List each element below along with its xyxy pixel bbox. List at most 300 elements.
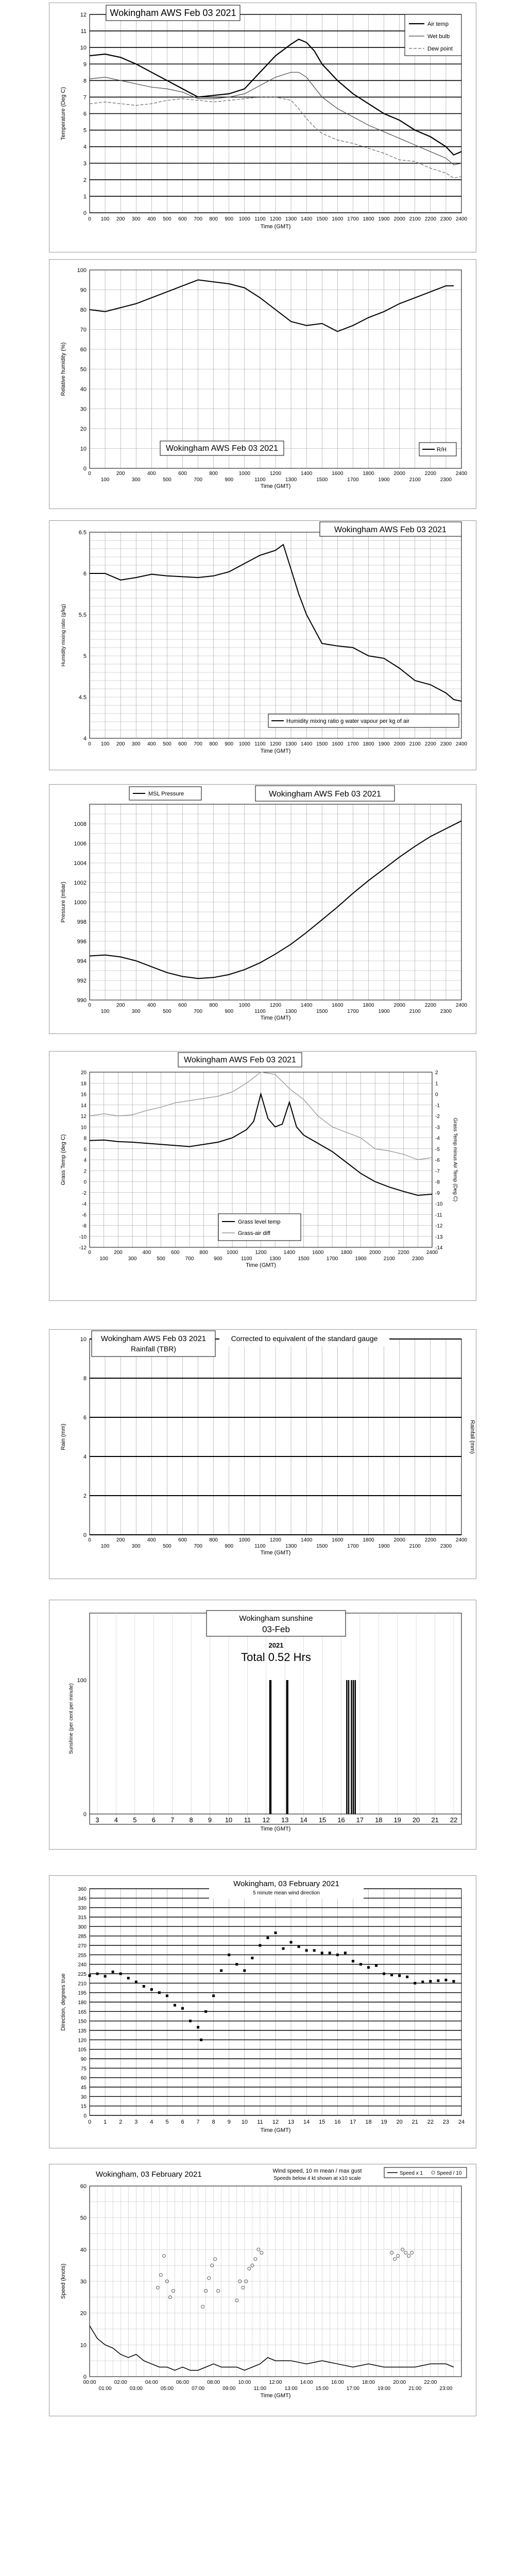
direction-point (135, 1980, 138, 1983)
x-tick-label: 2100 (383, 1256, 395, 1262)
speed-div10-point (393, 2258, 397, 2261)
x-tick-label: 2400 (426, 1250, 438, 1256)
x-tick-label: 100 (100, 1544, 110, 1549)
y-tick-label: 150 (78, 2019, 87, 2025)
x-tick-label: 1400 (301, 741, 313, 747)
x-tick-label: 10 (225, 1816, 233, 1824)
y-tick-label: 100 (77, 267, 87, 274)
direction-point (383, 1973, 385, 1975)
speed-div10-point (407, 2255, 410, 2258)
x-tick-label: 24 (458, 2119, 465, 2125)
chart-title: Wokingham AWS Feb 03 2021 (166, 444, 278, 453)
x-tick-label: 300 (131, 477, 141, 483)
x-tick-label: 2100 (409, 1009, 421, 1014)
direction-point (119, 1973, 122, 1975)
direction-point (200, 2039, 202, 2041)
x-tick-label: 2 (119, 2119, 123, 2125)
y-axis-label: Direction, degrees true (60, 1973, 66, 2031)
legend-box (218, 1214, 301, 1241)
x-tick-label: 7 (170, 1816, 175, 1824)
y-axis-label-right: Rainfall (mm) (469, 1420, 475, 1454)
y-tick-label: 8 (83, 1376, 87, 1382)
x-tick-label: 1800 (363, 741, 374, 747)
y-tick-label-right: -3 (435, 1125, 440, 1131)
x-tick-label: 1400 (301, 471, 313, 477)
x-tick-label: 12:00 (269, 2380, 282, 2385)
legend-label: MSL Pressure (148, 791, 184, 797)
x-tick-label: 2400 (455, 216, 468, 222)
y-tick-label-right: -14 (435, 1245, 443, 1251)
direction-point (321, 1952, 323, 1954)
x-tick-label: 20 (396, 2119, 403, 2125)
y-tick-label: 40 (80, 386, 87, 393)
y-tick-label: 60 (80, 2183, 87, 2190)
direction-point (344, 1952, 347, 1954)
x-tick-label: 2000 (393, 471, 405, 477)
chart-title: Wokingham AWS Feb 03 2021 (184, 1056, 296, 1064)
x-tick-label: 16 (337, 1816, 345, 1824)
x-tick-label: 17 (350, 2119, 356, 2125)
y-tick-label: 12 (80, 1114, 87, 1120)
x-tick-label: 1800 (340, 1250, 352, 1256)
x-tick-label: 1800 (363, 471, 374, 477)
y-tick-label: 50 (80, 2215, 87, 2222)
x-tick-label: 2100 (409, 477, 421, 483)
x-tick-label: 900 (214, 1256, 222, 1262)
x-axis-label: Time (GMT) (260, 483, 291, 489)
x-tick-label: 1900 (378, 741, 390, 747)
x-tick-label: 300 (131, 1009, 141, 1014)
x-tick-label: 700 (194, 477, 202, 483)
y-tick-label: 360 (78, 1887, 87, 1892)
x-axis-label: Time (GMT) (260, 1015, 291, 1021)
x-tick-label: 19:00 (377, 2386, 391, 2392)
chart-title: Wokingham, 03 February 2021 (96, 2170, 202, 2179)
y-tick-label-right: -5 (435, 1146, 440, 1153)
y-tick-label: 1002 (74, 880, 87, 886)
y-tick-label: 990 (77, 997, 87, 1004)
legend-label: Wet bulb (427, 33, 450, 40)
y-tick-label: 3 (83, 160, 87, 167)
x-tick-label: 900 (225, 1009, 234, 1014)
x-tick-label: 1900 (355, 1256, 367, 1262)
x-tick-label: 16 (334, 2119, 341, 2125)
x-tick-label: 1800 (363, 1537, 374, 1543)
y-tick-label: 105 (78, 2047, 87, 2053)
x-tick-label: 1900 (378, 1009, 390, 1014)
direction-point (352, 1960, 354, 1962)
chart-note: Corrected to equivalent of the standard gauge (231, 1334, 378, 1343)
speed-div10-point (159, 2274, 162, 2277)
y-tick-label-right: -1 (435, 1103, 440, 1109)
y-tick-label: 5.5 (78, 612, 87, 618)
x-tick-label: 01:00 (98, 2386, 112, 2392)
x-tick-label: 23 (442, 2119, 450, 2125)
y-tick-label: 1000 (74, 900, 87, 906)
y-tick-label: 11 (80, 28, 87, 35)
x-tick-label: 1600 (332, 1537, 344, 1543)
x-tick-label: 18 (375, 1816, 383, 1824)
direction-point (336, 1954, 339, 1956)
y-tick-label: -12 (79, 1245, 87, 1251)
y-axis-label: Relative humidity (%) (60, 342, 66, 396)
x-tick-label: 900 (225, 216, 234, 222)
x-tick-label: 22:00 (424, 2380, 437, 2385)
direction-point (313, 1949, 316, 1952)
direction-point (143, 1985, 145, 1988)
y-tick-label: 4 (83, 1454, 87, 1460)
y-tick-label: 0 (83, 2374, 87, 2380)
x-tick-label: 1900 (378, 1544, 390, 1549)
speed-div10-point (397, 2255, 400, 2258)
x-tick-label: 600 (178, 1003, 187, 1008)
y-tick-label: 50 (80, 366, 87, 373)
y-tick-label: -4 (82, 1201, 87, 1207)
relative-humidity-chart (49, 259, 476, 509)
x-tick-label: 300 (128, 1256, 137, 1262)
x-tick-label: 2200 (398, 1250, 409, 1256)
x-tick-label: 900 (225, 477, 234, 483)
x-tick-label: 10 (241, 2119, 248, 2125)
direction-point (204, 2010, 207, 2013)
y-tick-label: 240 (78, 1962, 87, 1968)
speed-div10-point (404, 2251, 407, 2255)
x-tick-label: 900 (225, 741, 234, 747)
x-axis-label: Time (GMT) (260, 748, 291, 754)
y-tick-label: 345 (78, 1896, 87, 1902)
x-axis-label: Time (GMT) (260, 1826, 291, 1832)
x-tick-label: 18:00 (362, 2380, 375, 2385)
x-tick-label: 900 (225, 1544, 234, 1549)
x-tick-label: 1100 (254, 216, 266, 222)
direction-point (390, 1974, 393, 1976)
x-tick-label: 1200 (255, 1250, 267, 1256)
x-tick-label: 1000 (238, 216, 250, 222)
x-tick-label: 300 (131, 216, 141, 222)
x-tick-label: 0 (88, 1250, 91, 1256)
y-axis-label: Pressure (mbar) (60, 882, 66, 923)
x-tick-label: 14 (303, 2119, 310, 2125)
x-tick-label: 1500 (298, 1256, 310, 1262)
x-tick-label: 11:00 (253, 2386, 267, 2392)
legend-label: Speed x 1 (400, 2171, 423, 2176)
y-tick-label: 10 (80, 1125, 87, 1131)
direction-point (414, 1982, 416, 1985)
y-axis-label: Grass Temp (deg C) (60, 1134, 66, 1185)
x-tick-label: 5 (165, 2119, 169, 2125)
x-tick-label: 3 (95, 1816, 99, 1824)
x-tick-label: 19 (393, 1816, 401, 1824)
y-tick-label: 255 (78, 1953, 87, 1959)
x-tick-label: 700 (185, 1256, 194, 1262)
x-tick-label: 1800 (363, 1003, 374, 1008)
y-tick-label: 70 (80, 327, 87, 333)
x-tick-label: 500 (163, 216, 171, 222)
x-tick-label: 2100 (409, 216, 421, 222)
x-tick-label: 2000 (393, 1537, 405, 1543)
y-tick-label: 165 (78, 2009, 87, 2015)
x-tick-label: 1500 (316, 1544, 328, 1549)
x-tick-label: 2300 (440, 741, 452, 747)
x-tick-label: 2300 (440, 216, 452, 222)
x-tick-label: 400 (147, 741, 156, 747)
y-tick-label: 30 (80, 406, 87, 413)
direction-point (290, 1941, 293, 1943)
y-axis-label-right: Grass Temp minus Air Temp (Deg C) (452, 1117, 458, 1202)
x-tick-label: 6 (151, 1816, 156, 1824)
y-tick-label: 100 (77, 1677, 87, 1684)
y-tick-label: 0 (83, 210, 87, 216)
x-tick-label: 1000 (226, 1250, 238, 1256)
x-tick-label: 100 (100, 216, 110, 222)
x-tick-label: 3 (134, 2119, 138, 2125)
direction-point (251, 1957, 253, 1959)
series-line (90, 280, 454, 331)
x-tick-label: 04:00 (145, 2380, 158, 2385)
y-tick-label: 20 (80, 1070, 87, 1076)
x-tick-label: 15 (318, 1816, 327, 1824)
direction-point (197, 2026, 199, 2028)
direction-point (452, 1980, 455, 1982)
y-tick-label: -2 (82, 1190, 87, 1196)
y-tick-label-right: -8 (435, 1179, 440, 1185)
x-tick-label: 15:00 (315, 2386, 329, 2392)
x-tick-label: 400 (147, 1003, 156, 1008)
y-tick-label: 225 (78, 1972, 87, 1977)
x-tick-label: 1000 (238, 741, 250, 747)
y-tick-label: 4 (83, 736, 87, 742)
chart-subtitle: 03-Feb (262, 1624, 290, 1634)
x-tick-label: 2000 (369, 1250, 381, 1256)
direction-point (444, 1979, 447, 1981)
y-tick-label-right: -11 (435, 1212, 442, 1218)
direction-point (127, 1977, 130, 1979)
x-tick-label: 2000 (393, 1003, 405, 1008)
x-tick-label: 8 (212, 2119, 215, 2125)
x-tick-label: 700 (194, 216, 202, 222)
x-tick-label: 16:00 (331, 2380, 344, 2385)
speed-div10-point (242, 2286, 245, 2289)
x-tick-label: 700 (194, 1009, 202, 1014)
x-tick-label: 0 (88, 471, 91, 477)
x-tick-label: 1900 (378, 216, 390, 222)
x-tick-label: 1000 (238, 1003, 250, 1008)
x-tick-label: 2100 (409, 741, 421, 747)
x-tick-label: 09:00 (222, 2386, 236, 2392)
y-tick-label: 300 (78, 1924, 87, 1930)
y-tick-label: 994 (77, 958, 87, 964)
y-tick-label: 9 (83, 61, 87, 68)
x-tick-label: 700 (194, 1544, 202, 1549)
direction-point (274, 1931, 277, 1934)
y-tick-label: 6.5 (78, 530, 87, 536)
x-tick-label: 2300 (440, 477, 452, 483)
y-tick-label: 12 (80, 12, 87, 18)
direction-point (181, 2007, 184, 2010)
y-tick-label: 40 (80, 2247, 87, 2253)
x-tick-label: 2200 (424, 1003, 436, 1008)
y-tick-label: 75 (80, 2066, 87, 2072)
x-tick-label: 9 (227, 2119, 231, 2125)
x-tick-label: 1700 (347, 1544, 359, 1549)
y-tick-label: 0 (83, 1811, 87, 1818)
x-tick-label: 1500 (316, 216, 328, 222)
x-tick-label: 800 (209, 1003, 218, 1008)
x-tick-label: 1300 (285, 216, 297, 222)
x-tick-label: 100 (99, 1256, 109, 1262)
y-tick-label: 1006 (74, 841, 87, 847)
x-tick-label: 1500 (316, 741, 328, 747)
x-axis-label: Time (GMT) (260, 2393, 291, 2399)
y-tick-label: 195 (78, 1990, 87, 1996)
y-tick-label-right: -13 (435, 1234, 443, 1240)
x-tick-label: 200 (116, 216, 125, 222)
x-tick-label: 1200 (269, 741, 282, 747)
mixing-ratio-chart (49, 520, 476, 770)
x-tick-label: 0 (88, 216, 91, 222)
x-tick-label: 500 (163, 1009, 171, 1014)
y-tick-label: 992 (77, 978, 87, 984)
chart-subtitle: Rainfall (TBR) (131, 1345, 176, 1353)
x-tick-label: 800 (209, 741, 218, 747)
y-tick-label: 18 (80, 1081, 87, 1087)
x-tick-label: 400 (142, 1250, 151, 1256)
x-tick-label: 1300 (285, 741, 297, 747)
legend-label: Humidity mixing ratio g water vapour per kg of air (286, 718, 410, 724)
chart-title: Wokingham AWS Feb 03 2021 (110, 8, 236, 18)
y-tick-label: 1 (83, 193, 87, 200)
chart-subtitle: 5 minute mean wind direction (252, 1890, 320, 1896)
direction-point (398, 1974, 401, 1977)
y-tick-label: 10 (80, 446, 87, 452)
x-tick-label: 400 (147, 471, 156, 477)
x-tick-label: 4 (114, 1816, 118, 1824)
direction-point (305, 1949, 308, 1952)
x-tick-label: 1600 (332, 471, 344, 477)
y-tick-label: 60 (80, 2075, 87, 2081)
legend-label: Air temp (427, 21, 449, 27)
x-tick-label: 600 (178, 216, 187, 222)
x-tick-label: 2100 (409, 1544, 421, 1549)
x-tick-label: 1300 (269, 1256, 281, 1262)
y-tick-label: 6 (83, 1415, 87, 1421)
y-tick-label: 2 (83, 1168, 87, 1175)
x-tick-label: 1000 (238, 471, 250, 477)
y-tick-label: 210 (78, 1981, 87, 1987)
x-tick-label: 2200 (424, 1537, 436, 1543)
direction-point (259, 1944, 261, 1947)
y-tick-label: 0 (83, 2113, 87, 2119)
x-tick-label: 2400 (455, 1003, 468, 1008)
direction-point (243, 1969, 246, 1972)
y-tick-label: 8 (83, 78, 87, 84)
x-tick-label: 22 (450, 1816, 458, 1824)
direction-point (375, 1964, 377, 1967)
y-tick-label: 20 (80, 2310, 87, 2317)
y-tick-label: 7 (83, 94, 87, 101)
x-tick-label: 1700 (347, 741, 359, 747)
y-tick-label: 0 (83, 1532, 87, 1538)
direction-point (189, 2020, 192, 2022)
y-tick-label-right: 0 (435, 1092, 438, 1098)
x-tick-label: 5 (133, 1816, 137, 1824)
direction-point (220, 1969, 222, 1972)
direction-point (166, 1994, 168, 1997)
y-tick-label: 5 (83, 127, 87, 134)
x-tick-label: 02:00 (114, 2380, 127, 2385)
x-tick-label: 200 (116, 741, 125, 747)
y-tick-label-right: -10 (435, 1201, 443, 1207)
y-tick-label-right: -9 (435, 1190, 440, 1196)
direction-point (112, 1971, 114, 1973)
y-axis-label: Speed (knots) (60, 2263, 66, 2299)
y-axis-label: Temperature (Deg C) (60, 87, 66, 141)
x-tick-label: 2200 (424, 471, 436, 477)
y-tick-label: 0 (83, 466, 87, 472)
x-tick-label: 0 (88, 2119, 92, 2125)
speed-div10-point (260, 2251, 263, 2255)
x-tick-label: 21 (411, 2119, 418, 2125)
grass-temp-chart (49, 1051, 476, 1301)
x-tick-label: 1400 (301, 216, 313, 222)
x-tick-label: 800 (209, 1537, 218, 1543)
x-tick-label: 1600 (332, 741, 344, 747)
y-tick-label: -6 (82, 1212, 87, 1218)
x-tick-label: 12 (272, 2119, 279, 2125)
x-tick-label: 200 (116, 471, 125, 477)
chart-title: Wokingham, 03 February 2021 (233, 1879, 339, 1888)
msl-pressure-chart (49, 784, 476, 1034)
y-tick-label: 16 (80, 1092, 87, 1098)
y-tick-label: 15 (80, 2104, 87, 2110)
x-tick-label: 0 (88, 1003, 91, 1008)
y-tick-label: 6 (83, 571, 87, 577)
x-tick-label: 500 (163, 477, 171, 483)
y-tick-label: -8 (82, 1223, 87, 1229)
direction-point (429, 1980, 432, 1982)
y-axis-label: Rain (mm) (60, 1423, 66, 1450)
y-tick-label-right: 1 (435, 1081, 438, 1087)
y-tick-label: 330 (78, 1905, 87, 1911)
y-tick-label-right: -12 (435, 1223, 443, 1229)
x-tick-label: 11 (257, 2119, 263, 2125)
x-tick-label: 1600 (312, 1250, 324, 1256)
chart-title: Wokingham AWS Feb 03 2021 (334, 526, 447, 534)
x-tick-label: 1200 (269, 216, 282, 222)
x-tick-label: 1400 (301, 1003, 313, 1008)
y-tick-label: 5 (83, 653, 87, 659)
x-tick-label: 300 (131, 1544, 141, 1549)
y-tick-label-right: -4 (435, 1136, 440, 1142)
y-tick-label: 0 (83, 1179, 87, 1185)
x-tick-label: 500 (157, 1256, 165, 1262)
x-tick-label: 1100 (241, 1256, 252, 1262)
y-tick-label: 80 (80, 307, 87, 313)
y-tick-label-right: -2 (435, 1114, 440, 1120)
chart-title: Wokingham AWS Feb 03 2021 (269, 790, 381, 799)
x-tick-label: 600 (178, 741, 187, 747)
x-tick-label: 13:00 (284, 2386, 298, 2392)
x-tick-label: 1100 (254, 741, 266, 747)
x-tick-label: 400 (147, 216, 156, 222)
x-tick-label: 10:00 (238, 2380, 251, 2385)
x-tick-label: 100 (100, 741, 110, 747)
x-tick-label: 2300 (440, 1009, 452, 1014)
x-tick-label: 05:00 (160, 2386, 174, 2392)
speed-div10-point (201, 2305, 204, 2308)
direction-point (282, 1947, 285, 1950)
wind-direction-chart (49, 1875, 476, 2148)
